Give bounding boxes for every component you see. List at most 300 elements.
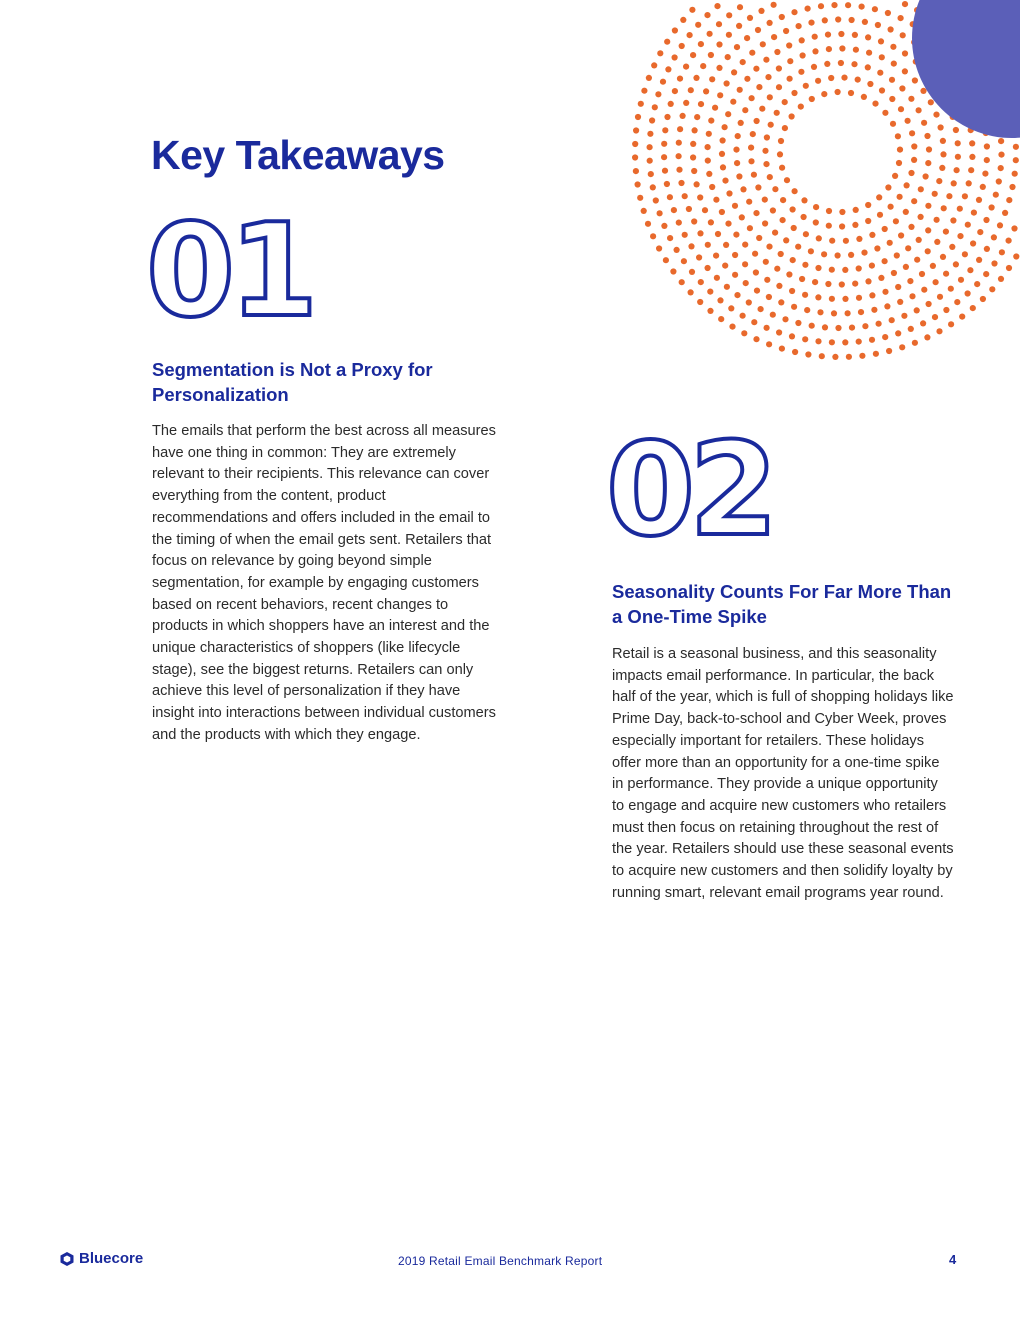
orange-dot [1006, 197, 1012, 203]
orange-dot [697, 230, 703, 236]
orange-dot [951, 180, 957, 186]
orange-dot [997, 222, 1003, 228]
orange-dot [821, 91, 827, 97]
orange-dot [758, 8, 764, 14]
orange-dot [859, 4, 865, 10]
orange-dot [652, 104, 658, 110]
orange-dot [966, 180, 972, 186]
orange-dot [895, 284, 901, 290]
orange-dot [665, 66, 671, 72]
orange-dot [723, 242, 729, 248]
orange-dot [672, 27, 678, 33]
orange-dot [991, 260, 997, 266]
orange-dot [887, 240, 893, 246]
orange-dot [706, 131, 712, 137]
orange-dot [1009, 184, 1015, 190]
orange-dot [886, 348, 892, 354]
orange-dot [908, 326, 914, 332]
orange-dot [869, 232, 875, 238]
orange-dot [805, 6, 811, 12]
orange-dot [994, 111, 1000, 117]
orange-dot [1002, 210, 1008, 216]
orange-dot [815, 265, 821, 271]
orange-dot [798, 104, 804, 110]
orange-dot [762, 197, 768, 203]
orange-dot [633, 127, 639, 133]
orange-dot [672, 88, 678, 94]
orange-dot [839, 45, 845, 51]
orange-dot [893, 218, 899, 224]
orange-dot [831, 2, 837, 8]
orange-dot [753, 336, 759, 342]
orange-dot [925, 248, 931, 254]
orange-dot [750, 131, 756, 137]
orange-dot [683, 100, 689, 106]
orange-dot [667, 235, 673, 241]
orange-dot [932, 56, 938, 62]
orange-dot [939, 6, 945, 12]
orange-dot [744, 35, 750, 41]
orange-dot [766, 244, 772, 250]
orange-dot [690, 154, 696, 160]
orange-dot [989, 34, 995, 40]
orange-dot [936, 328, 942, 334]
orange-dot [976, 197, 982, 203]
orange-dot [729, 324, 735, 330]
orange-dot [838, 31, 844, 37]
orange-dot [903, 264, 909, 270]
orange-dot [766, 294, 772, 300]
orange-dot [719, 151, 725, 157]
orange-dot [947, 31, 953, 37]
orange-dot [822, 324, 828, 330]
orange-dot [782, 99, 788, 105]
orange-dot [676, 220, 682, 226]
orange-dot [826, 208, 832, 214]
orange-dot [970, 305, 976, 311]
orange-dot [939, 89, 945, 95]
orange-dot [672, 54, 678, 60]
orange-dot [780, 197, 786, 203]
orange-dot [877, 212, 883, 218]
orange-dot [909, 293, 915, 299]
orange-dot [753, 269, 759, 275]
orange-dot [676, 140, 682, 146]
orange-dot [714, 3, 720, 9]
orange-dot [791, 225, 797, 231]
orange-dot [732, 203, 738, 209]
orange-dot [791, 304, 797, 310]
orange-dot [679, 279, 685, 285]
orange-dot [888, 204, 894, 210]
orange-dot [641, 88, 647, 94]
orange-dot [959, 314, 965, 320]
orange-dot [748, 158, 754, 164]
orange-dot [926, 14, 932, 20]
orange-dot [828, 75, 834, 81]
orange-dot [977, 229, 983, 235]
orange-dot [936, 178, 942, 184]
orange-dot [865, 202, 871, 208]
orange-dot [921, 120, 927, 126]
orange-dot [970, 240, 976, 246]
orange-dot [856, 236, 862, 242]
orange-dot [705, 144, 711, 150]
orange-dot [898, 106, 904, 112]
orange-dot [865, 64, 871, 70]
orange-dot [778, 138, 784, 144]
orange-dot [1012, 130, 1018, 136]
orange-dot [691, 218, 697, 224]
orange-dot [776, 65, 782, 71]
takeaway-number-02: 02 [606, 416, 773, 565]
orange-dot [728, 305, 734, 311]
orange-dot [767, 94, 773, 100]
orange-dot [812, 34, 818, 40]
orange-dot [940, 254, 946, 260]
orange-dot [661, 154, 667, 160]
orange-dot [704, 12, 710, 18]
orange-dot [708, 219, 714, 225]
orange-dot [974, 281, 980, 287]
orange-dot [821, 251, 827, 257]
orange-dot [716, 21, 722, 27]
orange-dot [689, 7, 695, 13]
orange-dot [777, 151, 783, 157]
orange-dot [705, 242, 711, 248]
orange-dot [815, 78, 821, 84]
orange-dot [960, 23, 966, 29]
orange-dot [884, 303, 890, 309]
orange-dot [698, 101, 704, 107]
orange-dot [803, 83, 809, 89]
orange-dot [842, 267, 848, 273]
orange-dot [916, 237, 922, 243]
orange-dot [733, 147, 739, 153]
orange-dot [725, 54, 731, 60]
orange-dot-pattern [632, 1, 1020, 360]
orange-dot [786, 42, 792, 48]
orange-dot [984, 157, 990, 163]
orange-dot [932, 191, 938, 197]
orange-dot [889, 96, 895, 102]
orange-dot [950, 217, 956, 223]
orange-dot [933, 112, 939, 118]
page-number: 4 [949, 1252, 957, 1267]
orange-dot [856, 295, 862, 301]
orange-dot [742, 242, 748, 248]
orange-dot [753, 66, 759, 72]
orange-dot [965, 290, 971, 296]
orange-dot [815, 294, 821, 300]
orange-dot [697, 194, 703, 200]
orange-dot [849, 17, 855, 23]
footer-logo [59, 1250, 143, 1267]
orange-dot [774, 49, 780, 55]
orange-dot [808, 248, 814, 254]
orange-dot [776, 329, 782, 335]
orange-dot [990, 98, 996, 104]
orange-dot [736, 23, 742, 29]
orange-dot [999, 24, 1005, 30]
orange-dot [948, 77, 954, 83]
orange-dot [997, 45, 1003, 51]
orange-dot [772, 230, 778, 236]
orange-dot [668, 101, 674, 107]
orange-dot [740, 59, 746, 65]
orange-dot [852, 222, 858, 228]
orange-dot [998, 152, 1004, 158]
orange-dot [737, 4, 743, 10]
orange-dot [740, 313, 746, 319]
orange-dot [824, 61, 830, 67]
orange-dot [983, 217, 989, 223]
orange-dot [916, 107, 922, 113]
orange-dot [955, 154, 961, 160]
orange-dot [985, 55, 991, 61]
orange-dot [733, 232, 739, 238]
orange-dot [1012, 171, 1018, 177]
orange-dot [719, 209, 725, 215]
orange-dot [774, 266, 780, 272]
orange-dot [637, 195, 643, 201]
orange-dot [692, 127, 698, 133]
orange-dot [707, 31, 713, 37]
orange-dot [925, 203, 931, 209]
orange-dot [848, 252, 854, 258]
orange-dot [763, 57, 769, 63]
orange-dot [980, 296, 986, 302]
orange-dot [809, 323, 815, 329]
orange-dot [831, 310, 837, 316]
orange-dot [971, 210, 977, 216]
orange-dot [778, 299, 784, 305]
orange-dot [650, 233, 656, 239]
orange-dot [770, 207, 776, 213]
orange-dot [829, 296, 835, 302]
orange-dot [645, 221, 651, 227]
orange-dot [966, 79, 972, 85]
orange-dot [734, 44, 740, 50]
orange-dot [924, 334, 930, 340]
orange-dot [783, 28, 789, 34]
orange-dot [982, 171, 988, 177]
orange-dot [690, 141, 696, 147]
orange-dot [904, 182, 910, 188]
orange-dot [925, 227, 931, 233]
orange-dot [751, 319, 757, 325]
orange-dot [993, 192, 999, 198]
orange-dot [835, 325, 841, 331]
orange-dot [762, 220, 768, 226]
orange-dot [700, 63, 706, 69]
orange-dot [852, 32, 858, 38]
orange-dot [765, 74, 771, 80]
orange-dot [641, 208, 647, 214]
orange-dot [708, 118, 714, 124]
orange-dot [647, 158, 653, 164]
orange-dot [738, 120, 744, 126]
orange-dot [907, 278, 913, 284]
orange-dot [706, 171, 712, 177]
orange-dot [774, 110, 780, 116]
orange-dot [782, 125, 788, 131]
orange-dot [730, 99, 736, 105]
orange-dot [912, 340, 918, 346]
orange-dot [661, 141, 667, 147]
orange-dot [731, 69, 737, 75]
orange-dot [771, 2, 777, 8]
orange-dot [849, 325, 855, 331]
orange-dot [838, 60, 844, 66]
orange-dot [790, 206, 796, 212]
orange-dot [962, 193, 968, 199]
orange-dot [976, 257, 982, 263]
orange-dot [829, 238, 835, 244]
orange-dot [678, 180, 684, 186]
orange-dot [983, 271, 989, 277]
orange-dot [991, 234, 997, 240]
orange-dot [752, 251, 758, 257]
orange-dot [894, 252, 900, 258]
orange-dot [969, 33, 975, 39]
orange-dot [1010, 69, 1016, 75]
orange-dot [889, 77, 895, 83]
orange-dot [932, 314, 938, 320]
orange-dot [694, 114, 700, 120]
orange-dot [832, 354, 838, 360]
orange-dot [779, 346, 785, 352]
orange-dot [851, 61, 857, 67]
orange-dot [867, 81, 873, 87]
orange-dot [751, 172, 757, 178]
orange-dot [756, 235, 762, 241]
orange-dot [726, 12, 732, 18]
orange-dot [756, 84, 762, 90]
orange-dot [790, 257, 796, 263]
orange-dot [899, 85, 905, 91]
orange-dot [942, 46, 948, 52]
orange-dot [725, 111, 731, 117]
orange-dot [921, 287, 927, 293]
orange-dot [969, 154, 975, 160]
orange-dot [869, 337, 875, 343]
orange-dot [856, 339, 862, 345]
orange-dot [972, 91, 978, 97]
orange-dot [660, 79, 666, 85]
orange-dot [657, 50, 663, 56]
orange-dot [955, 89, 961, 95]
orange-dot [845, 310, 851, 316]
orange-dot [895, 133, 901, 139]
orange-dot [953, 261, 959, 267]
orange-dot [943, 307, 949, 313]
orange-dot [842, 339, 848, 345]
orange-dot [633, 168, 639, 174]
orange-dot [961, 101, 967, 107]
orange-dot [813, 204, 819, 210]
orange-dot [802, 292, 808, 298]
orange-dot [989, 204, 995, 210]
orange-dot [943, 271, 949, 277]
orange-dot [725, 221, 731, 227]
orange-dot [905, 118, 911, 124]
orange-dot [839, 223, 845, 229]
orange-dot [890, 44, 896, 50]
orange-dot [875, 22, 881, 28]
orange-dot [938, 124, 944, 130]
orange-dot [949, 244, 955, 250]
orange-dot [911, 143, 917, 149]
orange-dot [681, 258, 687, 264]
orange-dot [676, 153, 682, 159]
orange-dot [746, 199, 752, 205]
orange-dot [811, 64, 817, 70]
orange-dot [732, 252, 738, 258]
orange-dot [663, 257, 669, 263]
orange-dot [998, 138, 1004, 144]
orange-dot [740, 186, 746, 192]
orange-dot [962, 251, 968, 257]
orange-dot [882, 226, 888, 232]
orange-dot [882, 258, 888, 264]
orange-dot [941, 66, 947, 72]
orange-dot [923, 68, 929, 74]
orange-dot [787, 76, 793, 82]
orange-dot [695, 22, 701, 28]
orange-dot [817, 309, 823, 315]
orange-dot [965, 114, 971, 120]
orange-dot [649, 117, 655, 123]
orange-dot [716, 65, 722, 71]
orange-dot [896, 160, 902, 166]
orange-dot [746, 299, 752, 305]
orange-dot [812, 48, 818, 54]
orange-dot [889, 317, 895, 323]
orange-dot [1006, 265, 1012, 271]
orange-dot [737, 87, 743, 93]
orange-dot [764, 277, 770, 283]
orange-dot [789, 333, 795, 339]
orange-dot [977, 103, 983, 109]
orange-dot [1013, 157, 1019, 163]
orange-dot [937, 294, 943, 300]
orange-dot [697, 299, 703, 305]
orange-dot [683, 64, 689, 70]
orange-dot [897, 194, 903, 200]
orange-dot [1007, 35, 1013, 41]
orange-dot [919, 271, 925, 277]
orange-dot [720, 164, 726, 170]
orange-dot [955, 140, 961, 146]
orange-dot [968, 167, 974, 173]
orange-dot [930, 263, 936, 269]
orange-dot [895, 330, 901, 336]
orange-dot [965, 51, 971, 57]
orange-dot [835, 16, 841, 22]
orange-dot [898, 232, 904, 238]
orange-dot [923, 173, 929, 179]
orange-dot [772, 186, 778, 192]
orange-dot [792, 188, 798, 194]
orange-dot [808, 20, 814, 26]
orange-dot [696, 254, 702, 260]
orange-dot [829, 339, 835, 345]
orange-dot [829, 267, 835, 273]
orange-dot [825, 281, 831, 287]
orange-dot [855, 77, 861, 83]
orange-dot [954, 299, 960, 305]
